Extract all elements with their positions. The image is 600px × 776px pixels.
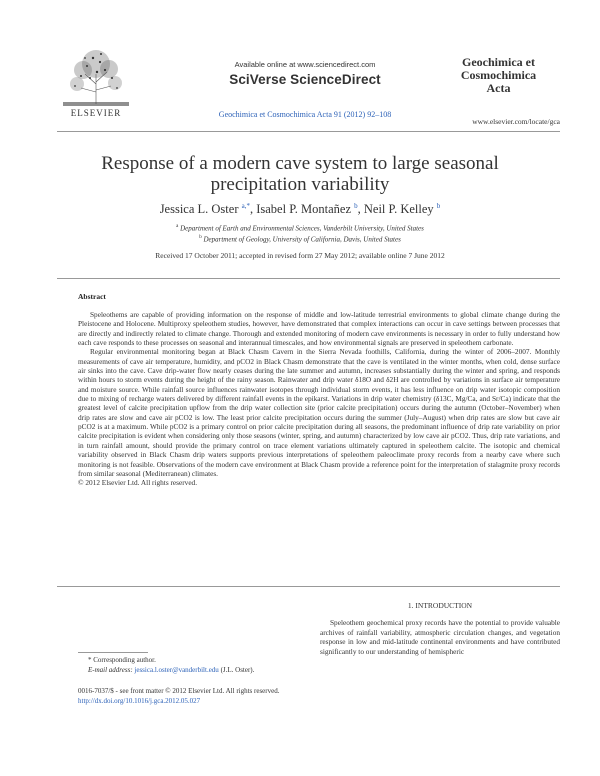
footnote-divider xyxy=(78,652,148,653)
footnote xyxy=(78,656,308,675)
email-suffix: (J.L. Oster). xyxy=(220,665,255,674)
copyright-line: © 2012 Elsevier Ltd. All rights reserved. xyxy=(78,478,198,488)
journal-line-3: Acta xyxy=(486,81,511,95)
received-dates: Received 17 October 2011; accepted in revised form 27 May 2012; available online 7 June 2012 xyxy=(155,251,445,260)
email-link[interactable]: jessica.l.oster@vanderbilt.edu xyxy=(134,665,219,674)
abstract-bottom-divider xyxy=(57,586,560,587)
affiliation-b xyxy=(60,235,540,243)
affiliation-text: Department of Geology, University of California, Davis, United States xyxy=(203,235,401,244)
affiliation-a xyxy=(60,224,540,232)
author-marks[interactable]: b xyxy=(354,202,358,210)
article-title xyxy=(60,153,540,195)
journal-logo-text xyxy=(446,56,551,95)
email-line xyxy=(78,666,308,676)
corresponding-author-note: * Corresponding author. xyxy=(88,656,156,664)
author-list: Jessica L. Oster $^{a,*}$, Isabel P. Montañez $^b$, Neil P. Kelley $^b$ xyxy=(159,202,441,217)
elsevier-logo xyxy=(57,44,135,108)
journal-line-2: Cosmochimica xyxy=(460,68,537,82)
affiliation-text: Department of Earth and Environmental Sciences, Vanderbilt University, United States xyxy=(180,224,424,233)
doi-link[interactable]: http://dx.doi.org/10.1016/j.gca.2012.05.027 xyxy=(78,696,201,705)
title-line-2: precipitation variability xyxy=(210,174,390,195)
affiliation-mark: b xyxy=(199,235,202,240)
platform-name[interactable]: SciVerse ScienceDirect xyxy=(229,72,381,87)
header-divider xyxy=(57,131,560,132)
author-marks[interactable]: b xyxy=(436,202,441,210)
abstract-paragraph-1: Speleothems are capable of providing information on the response of middle and low-latitude terrestrial environments to global climate change during the Pleistocene and Holocene. Multiproxy speleothem studies, however, have demonstrated that complex interactions can occur in cave settings between processes that are directly and indirectly related to climate change. Thorough and extended monitoring of modern cave environments is necessary in order to fully understand how each cave responds to these processes on seasonal and interannual timescales, and how environmental signals are preserved in speleothem carbonate. xyxy=(78,310,560,348)
abstract-body xyxy=(78,310,560,488)
publisher-name: ELSEVIER xyxy=(70,108,122,118)
email-label: E-mail address: xyxy=(88,665,133,674)
journal-citation[interactable]: Geochimica et Cosmochimica Acta 91 (2012) 92–108 xyxy=(218,110,392,119)
bottom-publication-info xyxy=(78,687,338,706)
issn-line: 0016-7037/$ - see front matter © 2012 Elsevier Ltd. All rights reserved. xyxy=(78,687,280,695)
section-heading-introduction: 1. INTRODUCTION xyxy=(407,601,473,610)
introduction-body xyxy=(320,618,560,656)
abstract-heading: Abstract xyxy=(78,292,106,301)
elsevier-tree-icon xyxy=(57,44,135,108)
author-name[interactable]: Neil P. Kelley xyxy=(363,202,434,217)
introduction-paragraph: Speleothem geochemical proxy records have the potential to provide valuable archives of rainfall variability, atmospheric circulation changes, and vegetation response in low and mid-latitude continental environments and have contributed significantly to our understanding of hemispheric xyxy=(320,618,560,656)
journal-line-1: Geochimica et xyxy=(462,55,535,69)
title-line-1: Response of a modern cave system to large seasonal xyxy=(101,153,499,174)
author-marks[interactable]: a,* xyxy=(241,202,250,210)
affiliation-mark: a xyxy=(176,224,179,229)
abstract-top-divider xyxy=(57,278,560,279)
available-online-text: Available online at www.sciencedirect.com xyxy=(234,60,376,69)
abstract-paragraph-2: Regular environmental monitoring began at Black Chasm Cavern in the Sierra Nevada foothills, California, during the winter of 2006–2007. Monthly measurements of cave air temperature, humidity, and pCO2 in Black Chasm demonstrate that the cave is ventilated in the winter months, when cold, dense surface air sinks into the cave. Cave drip-water flow nearly ceases during the late summer and autumn, increases substantially during the winter and spring, and responds within hours to storm events during the height of the rainy season. Rainwater and drip water δ18O and δ2H are controlled by variations in surface air temperature and moisture source. While rainfall source influences rainwater isotopes through individual storm events, it has less influence on drip water isotopic composition due to mixing of recharge waters delivered by different rainfall events in the epikarst. Variations in drip water chemistry (δ13C, Mg/Ca, and Sr/Ca) indicate that the greatest level of calcite precipitation upflow from the drip water collection site (prior calcite precipitation) occurs during the autumn (October–November) when drip rates are slow and cave air pCO2 is low. The least prior calcite precipitation occurs during the summer (July–August) when drip rates are slow but cave air pCO2 is at a maximum. While pCO2 is a primary control on prior calcite precipitation during all seasons, the predominant influence of drip rate variability on prior calcite precipitation is evident when considering only those seasons (winter, spring, and autumn) characterized by low cave air pCO2. Thus, drip rate variations, and in turn rainfall amount, should provide the primary control on trace element variations ultimately captured in speleothem calcite. The isotopic and chemical variability observed in Black Chasm drip waters supports previous interpretations of speleothem paleoclimate proxy records from a nearby cave where such monitoring is not feasible. Observations of the modern cave environment at Black Chasm provide a reference point for the interpretation of stalagmite proxy records from similar seasonal (Mediterranean) climates. xyxy=(78,347,560,478)
author-name[interactable]: Isabel P. Montañez xyxy=(256,202,351,217)
author-name[interactable]: Jessica L. Oster xyxy=(159,202,239,217)
journal-url[interactable]: www.elsevier.com/locate/gca xyxy=(472,117,560,126)
